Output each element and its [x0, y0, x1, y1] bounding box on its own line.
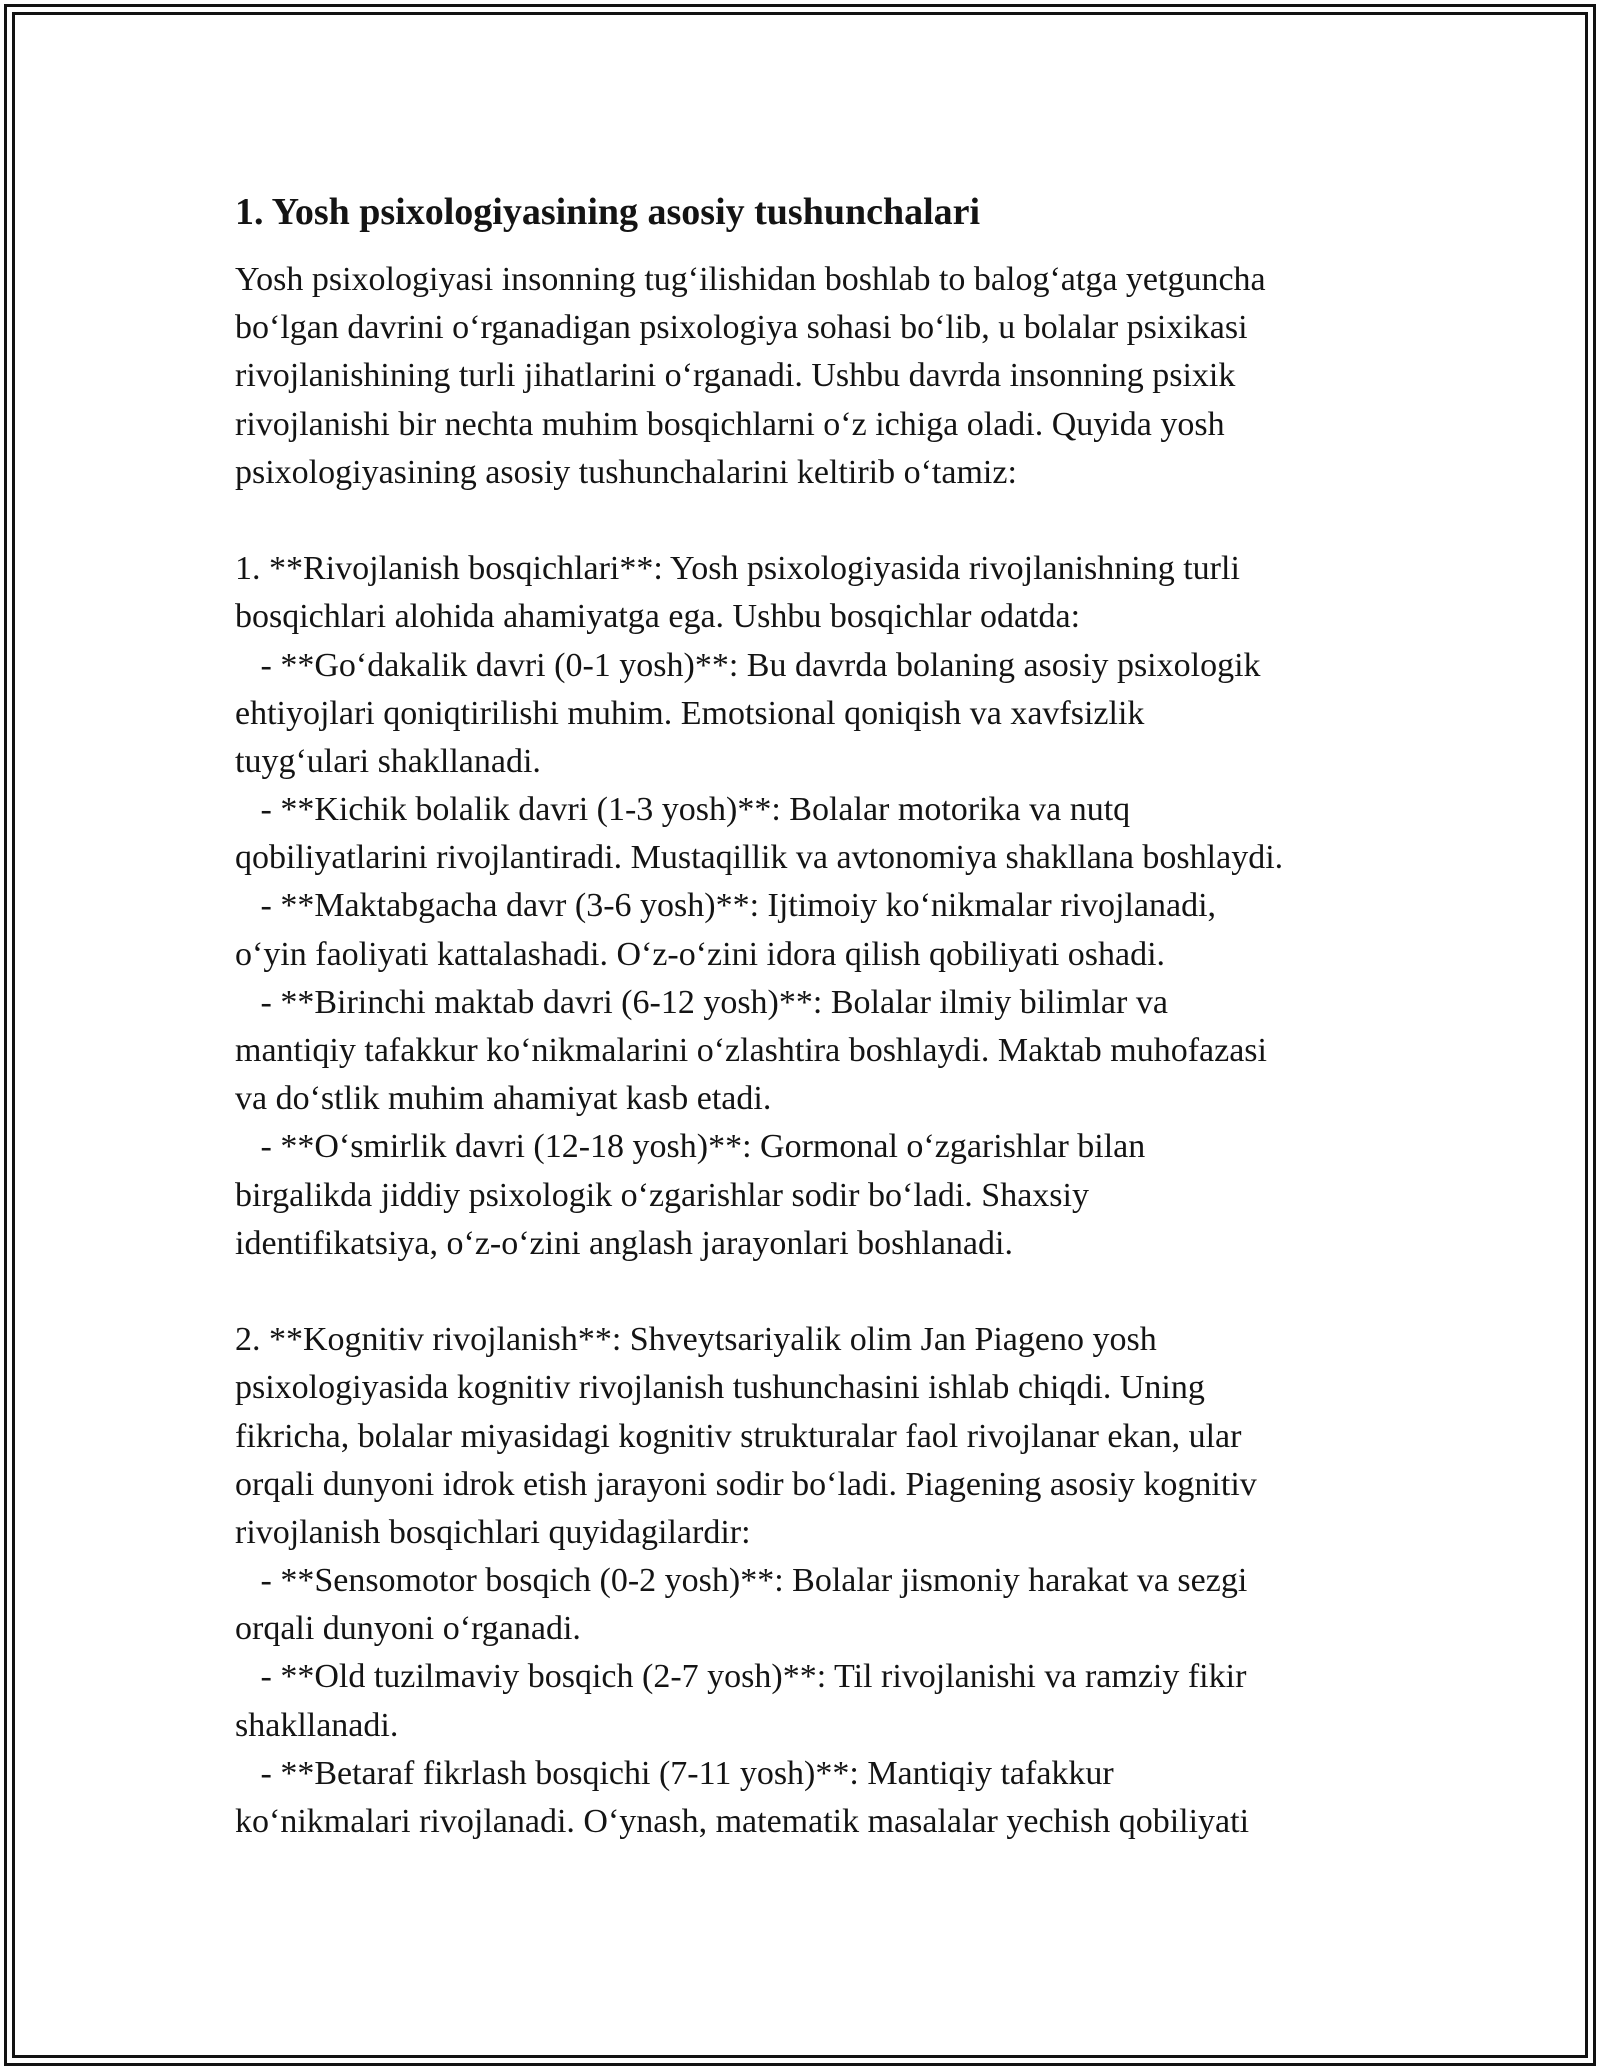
text-line: - **Birinchi maktab davri (6-12 yosh)**: Bolalar ilmiy bilimlar va — [235, 983, 1168, 1021]
text-line: - **Maktabgacha davr (3-6 yosh)**: Ijtimoiy ko‘nikmalar rivojlanadi, — [235, 887, 1217, 925]
text-line: identifikatsiya, o‘z-o‘zini anglash jarayonlari boshlanadi. — [235, 1224, 1013, 1262]
text-line: qobiliyatlarini rivojlantiradi. Mustaqillik va avtonomiya shakllana boshlaydi. — [235, 839, 1284, 877]
text-line: o‘yin faoliyati kattalashadi. O‘z-o‘zini idora qilish qobiliyati oshadi. — [235, 935, 1166, 973]
text-line — [235, 497, 1375, 545]
text-line: tuyg‘ulari shakllanadi. — [235, 742, 541, 780]
text-line: psixologiyasining asosiy tushunchalarini keltirib o‘tamiz: — [235, 453, 1017, 491]
text-line: fikricha, bolalar miyasidagi kognitiv strukturalar faol rivojlanar ekan, ular — [235, 1417, 1242, 1455]
text-line: psixologiyasida kognitiv rivojlanish tushunchasini ishlab chiqdi. Uning — [235, 1369, 1205, 1407]
text-line: - **Go‘dakalik davri (0-1 yosh)**: Bu davrda bolaning asosiy psixologik — [235, 646, 1261, 684]
text-line: - **O‘smirlik davri (12-18 yosh)**: Gormonal o‘zgarishlar bilan — [235, 1128, 1146, 1166]
text-line: ehtiyojlari qoniqtirilishi muhim. Emotsional qoniqish va xavfsizlik — [235, 694, 1145, 732]
text-line: birgalikda jiddiy psixologik o‘zgarishlar sodir bo‘ladi. Shaxsiy — [235, 1176, 1089, 1214]
text-line: mantiqiy tafakkur ko‘nikmalarini o‘zlashtira boshlaydi. Maktab muhofazasi — [235, 1032, 1267, 1069]
text-line: ko‘nikmalari rivojlanadi. O‘ynash, matematik masalalar yechish qobiliyati — [235, 1803, 1250, 1840]
text-line: 1. **Rivojlanish bosqichlari**: Yosh psixologiyasida rivojlanishning turli — [235, 550, 1240, 588]
text-line: - **Betaraf fikrlash bosqichi (7-11 yosh)**: Mantiqiy tafakkur — [235, 1754, 1114, 1792]
text-line — [235, 1268, 1375, 1316]
text-line: shakllanadi. — [235, 1706, 399, 1744]
text-line: orqali dunyoni o‘rganadi. — [235, 1610, 581, 1648]
text-line: rivojlanishi bir nechta muhim bosqichlarni o‘z ichiga oladi. Quyida yosh — [235, 405, 1225, 443]
text-line: rivojlanish bosqichlari quyidagilardir: — [235, 1513, 751, 1551]
text-line: orqali dunyoni idrok etish jarayoni sodir bo‘ladi. Piagening asosiy kognitiv — [235, 1465, 1257, 1503]
text-line: bosqichlari alohida ahamiyatga ega. Ushbu bosqichlar odatda: — [235, 598, 1081, 636]
document-body — [235, 188, 1375, 1846]
section-heading: 1. Yosh psixologiyasining asosiy tushunchalari — [235, 191, 981, 233]
text-line: bo‘lgan davrini o‘rganadigan psixologiya sohasi bo‘lib, u bolalar psixikasi — [235, 309, 1248, 347]
text-line: 2. **Kognitiv rivojlanish**: Shveytsariyalik olim Jan Piageno yosh — [235, 1321, 1157, 1359]
text-line: Yosh psixologiyasi insonning tug‘ilishidan boshlab to balog‘atga yetguncha — [235, 261, 1266, 298]
text-line: rivojlanishining turli jihatlarini o‘rganadi. Ushbu davrda insonning psixik — [235, 357, 1236, 395]
text-line: - **Kichik bolalik davri (1-3 yosh)**: Bolalar motorika va nutq — [235, 791, 1131, 829]
text-line: - **Old tuzilmaviy bosqich (2-7 yosh)**: Til rivojlanishi va ramziy fikir — [235, 1658, 1247, 1696]
text-line: va do‘stlik muhim ahamiyat kasb etadi. — [235, 1080, 772, 1118]
text-line: - **Sensomotor bosqich (0-2 yosh)**: Bolalar jismoniy harakat va sezgi — [235, 1562, 1248, 1600]
text-lines — [235, 256, 1375, 1846]
